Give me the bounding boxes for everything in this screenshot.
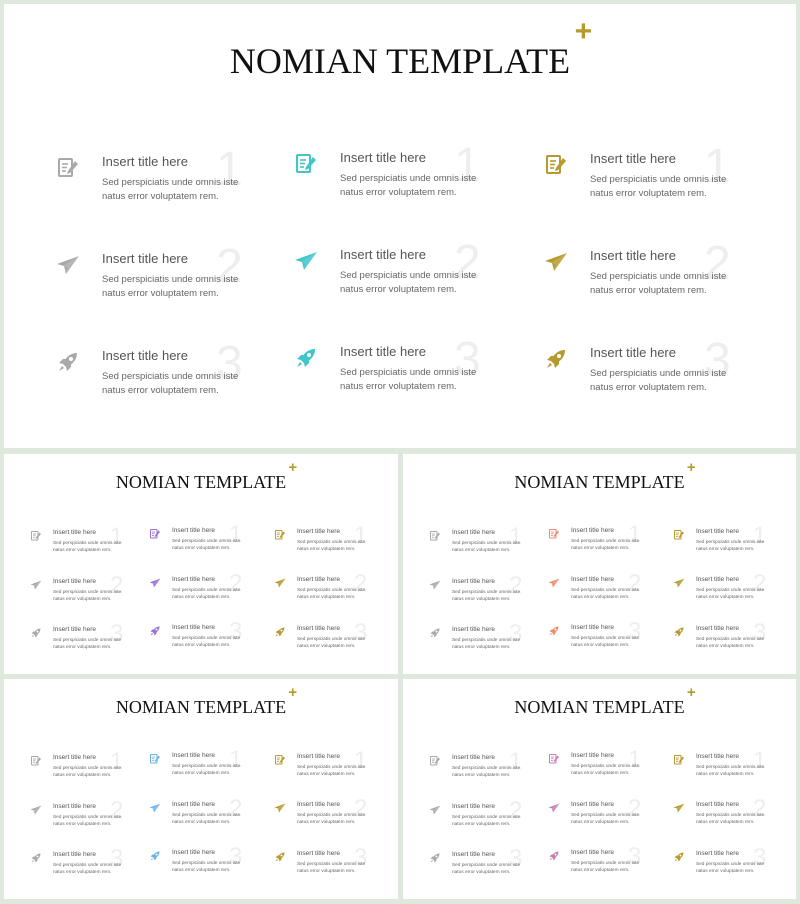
item-number: 3 [110, 845, 124, 872]
feature-item [428, 620, 528, 665]
rocket-icon [544, 347, 568, 371]
item-description: Sed perspiciatis unde omnis iste natus error voluptatem rem. [571, 812, 640, 825]
item-title: Insert title here [53, 577, 96, 585]
paper-plane-icon [548, 802, 560, 814]
feature-item [148, 569, 248, 615]
item-description: Sed perspiciatis unde omnis iste natus error voluptatem rem. [452, 541, 521, 554]
rocket-icon [673, 851, 685, 863]
item-number: 3 [354, 618, 368, 646]
document-icon [274, 529, 286, 541]
feature-item [54, 240, 254, 329]
rocket-icon [548, 625, 560, 637]
paper-plane-icon [274, 802, 286, 814]
item-description: Sed perspiciatis unde omnis iste natus error voluptatem rem. [53, 863, 122, 876]
plus-icon: + [574, 15, 593, 48]
item-title: Insert title here [53, 851, 96, 858]
item-title: Insert title here [340, 247, 426, 262]
item-title: Insert title here [590, 248, 676, 263]
document-icon [274, 754, 286, 766]
item-number: 3 [354, 843, 368, 871]
item-number: 2 [753, 570, 767, 597]
slide-title-text: NOMIAN TEMPLATE + [115, 684, 298, 717]
item-number: 1 [628, 521, 642, 548]
item-title: Insert title here [452, 529, 495, 536]
item-title: Insert title here [172, 849, 215, 856]
item-title: Insert title here [297, 624, 340, 632]
item-title: Insert title here [571, 752, 614, 759]
feature-item [428, 845, 528, 890]
feature-item [148, 618, 248, 663]
item-description: Sed perspiciatis unde omnis iste natus error voluptatem rem. [571, 587, 640, 600]
item-number: 2 [753, 795, 767, 822]
item-description: Sed perspiciatis unde omnis iste natus error voluptatem rem. [297, 861, 366, 874]
item-title: Insert title here [297, 801, 340, 808]
item-description: Sed perspiciatis unde omnis iste natus error voluptatem rem. [297, 588, 366, 601]
item-number: 3 [753, 618, 767, 646]
item-number: 3 [753, 843, 767, 871]
item-number: 3 [110, 620, 124, 647]
item-description: Sed perspiciatis unde omnis iste natus error voluptatem rem. [571, 539, 640, 552]
item-description: Sed perspiciatis unde omnis iste natus error voluptatem rem. [452, 589, 521, 602]
item-description: Sed perspiciatis unde omnis iste natus error voluptatem rem. [172, 861, 241, 874]
document-icon [149, 528, 161, 540]
feature-item [292, 139, 492, 228]
item-number: 2 [110, 571, 124, 599]
item-title: Insert title here [452, 851, 495, 858]
item-description: Sed perspiciatis unde omnis iste natus error voluptatem rem. [53, 766, 122, 779]
item-description: Sed perspiciatis unde omnis iste natus error voluptatem rem. [102, 274, 239, 300]
rocket-icon [294, 346, 318, 370]
item-title: Insert title here [53, 802, 96, 810]
plus-icon: + [288, 684, 298, 701]
paper-plane-icon [274, 577, 286, 589]
slide-thumbnail[interactable] [4, 4, 796, 448]
feature-item [148, 843, 248, 888]
item-title: Insert title here [53, 626, 96, 633]
slide-title-text: NOMIAN TEMPLATE + [229, 15, 593, 81]
item-number: 2 [354, 570, 368, 597]
item-title: Insert title here [571, 800, 614, 808]
item-number: 2 [628, 569, 642, 597]
item-number: 1 [753, 746, 767, 774]
item-number: 1 [354, 746, 368, 774]
item-description: Sed perspiciatis unde omnis iste natus error voluptatem rem. [696, 861, 765, 874]
item-title: Insert title here [696, 752, 739, 760]
slide-thumbnail[interactable] [403, 454, 796, 674]
slide-title-text: NOMIAN TEMPLATE + [514, 459, 696, 492]
feature-item [148, 794, 248, 840]
item-title: Insert title here [590, 151, 676, 166]
item-number: 1 [509, 748, 523, 775]
item-description: Sed perspiciatis unde omnis iste natus error voluptatem rem. [297, 539, 366, 552]
item-description: Sed perspiciatis unde omnis iste natus error voluptatem rem. [297, 813, 366, 826]
feature-item [273, 570, 373, 615]
slide-thumbnail[interactable] [403, 679, 796, 899]
paper-plane-icon [548, 577, 560, 589]
feature-item [54, 337, 254, 426]
item-number: 1 [704, 140, 731, 193]
document-icon [56, 156, 80, 180]
rocket-icon [274, 851, 286, 863]
feature-item [672, 843, 772, 889]
item-title: Insert title here [452, 802, 495, 810]
item-title: Insert title here [53, 529, 96, 536]
item-title: Insert title here [297, 752, 340, 760]
item-description: Sed perspiciatis unde omnis iste natus error voluptatem rem. [696, 588, 765, 601]
feature-item [542, 140, 742, 229]
item-number: 3 [628, 843, 642, 870]
item-number: 1 [628, 746, 642, 773]
item-number: 1 [753, 521, 767, 549]
item-number: 3 [628, 618, 642, 645]
slide-title-text: NOMIAN TEMPLATE + [514, 684, 696, 717]
item-title: Insert title here [696, 624, 739, 632]
feature-item [672, 746, 772, 792]
item-title: Insert title here [452, 754, 495, 761]
item-description: Sed perspiciatis unde omnis iste natus error voluptatem rem. [53, 638, 122, 651]
item-description: Sed perspiciatis unde omnis iste natus error voluptatem rem. [696, 539, 765, 552]
feature-item [547, 521, 647, 566]
document-icon [429, 755, 441, 767]
document-icon [30, 530, 42, 542]
item-description: Sed perspiciatis unde omnis iste natus error voluptatem rem. [53, 814, 122, 827]
document-icon [30, 755, 42, 767]
paper-plane-icon [429, 804, 441, 816]
feature-item [29, 748, 129, 793]
feature-item [547, 569, 647, 615]
paper-plane-icon [673, 577, 685, 589]
document-icon [429, 530, 441, 542]
feature-item [672, 570, 772, 615]
item-description: Sed perspiciatis unde omnis iste natus error voluptatem rem. [590, 174, 727, 200]
item-title: Insert title here [571, 624, 614, 631]
document-icon [673, 754, 685, 766]
feature-item [54, 143, 254, 232]
item-description: Sed perspiciatis unde omnis iste natus error voluptatem rem. [452, 766, 521, 779]
rocket-icon [56, 350, 80, 374]
item-description: Sed perspiciatis unde omnis iste natus error voluptatem rem. [172, 636, 241, 649]
item-description: Sed perspiciatis unde omnis iste natus error voluptatem rem. [297, 764, 366, 777]
item-number: 1 [216, 143, 243, 196]
rocket-icon [30, 627, 42, 639]
item-title: Insert title here [340, 344, 426, 359]
feature-item [148, 521, 248, 566]
item-number: 2 [509, 796, 523, 824]
rocket-icon [149, 850, 161, 862]
item-number: 1 [509, 523, 523, 550]
feature-item [547, 843, 647, 888]
feature-item [29, 620, 129, 665]
feature-item [428, 523, 528, 568]
item-number: 1 [354, 521, 368, 549]
item-description: Sed perspiciatis unde omnis iste natus error voluptatem rem. [340, 173, 477, 199]
plus-icon: + [686, 459, 696, 476]
item-title: Insert title here [590, 345, 676, 360]
rocket-icon [149, 625, 161, 637]
slide-thumbnail[interactable] [4, 454, 398, 674]
item-number: 2 [509, 571, 523, 599]
item-number: 2 [354, 795, 368, 822]
item-description: Sed perspiciatis unde omnis iste natus error voluptatem rem. [590, 271, 727, 297]
feature-item [29, 571, 129, 617]
paper-plane-icon [30, 579, 42, 591]
paper-plane-icon [149, 577, 161, 589]
item-number: 3 [509, 845, 523, 872]
item-title: Insert title here [102, 251, 188, 266]
feature-item [273, 746, 373, 792]
document-icon [548, 753, 560, 765]
paper-plane-icon [149, 802, 161, 814]
item-description: Sed perspiciatis unde omnis iste natus error voluptatem rem. [340, 367, 477, 393]
slide-title [403, 684, 796, 718]
feature-item [542, 237, 742, 326]
item-title: Insert title here [172, 575, 215, 583]
paper-plane-icon [673, 802, 685, 814]
feature-item [273, 521, 373, 567]
item-description: Sed perspiciatis unde omnis iste natus error voluptatem rem. [340, 270, 477, 296]
plus-icon: + [288, 459, 298, 476]
feature-item [547, 618, 647, 663]
item-number: 3 [216, 337, 243, 390]
item-description: Sed perspiciatis unde omnis iste natus error voluptatem rem. [172, 764, 241, 777]
item-description: Sed perspiciatis unde omnis iste natus error voluptatem rem. [696, 813, 765, 826]
slide-title-text: NOMIAN TEMPLATE + [115, 459, 298, 492]
item-title: Insert title here [172, 752, 215, 759]
feature-item [292, 236, 492, 325]
item-number: 2 [216, 240, 243, 293]
item-description: Sed perspiciatis unde omnis iste natus error voluptatem rem. [590, 368, 727, 394]
item-number: 1 [110, 523, 124, 550]
item-title: Insert title here [452, 577, 495, 585]
item-description: Sed perspiciatis unde omnis iste natus error voluptatem rem. [696, 764, 765, 777]
item-number: 2 [704, 237, 731, 290]
feature-item [428, 571, 528, 617]
feature-item [273, 618, 373, 664]
slide-title [403, 459, 796, 493]
item-number: 3 [454, 333, 481, 386]
rocket-icon [429, 852, 441, 864]
rocket-icon [274, 626, 286, 638]
feature-item [29, 796, 129, 842]
slide-thumbnail[interactable] [4, 679, 398, 899]
item-number: 2 [229, 794, 243, 822]
item-description: Sed perspiciatis unde omnis iste natus error voluptatem rem. [571, 764, 640, 777]
item-title: Insert title here [172, 800, 215, 808]
item-number: 1 [110, 748, 124, 775]
paper-plane-icon [544, 250, 568, 274]
paper-plane-icon [294, 249, 318, 273]
item-description: Sed perspiciatis unde omnis iste natus error voluptatem rem. [452, 638, 521, 651]
paper-plane-icon [56, 253, 80, 277]
item-title: Insert title here [340, 150, 426, 165]
feature-item [428, 796, 528, 842]
paper-plane-icon [429, 579, 441, 591]
slide-title [4, 459, 398, 493]
item-title: Insert title here [696, 849, 739, 857]
feature-item [672, 795, 772, 840]
feature-item [29, 845, 129, 890]
item-number: 1 [454, 139, 481, 192]
feature-item [29, 523, 129, 568]
item-description: Sed perspiciatis unde omnis iste natus error voluptatem rem. [696, 636, 765, 649]
feature-item [428, 748, 528, 793]
item-title: Insert title here [696, 527, 739, 535]
item-title: Insert title here [571, 527, 614, 534]
document-icon [149, 753, 161, 765]
item-description: Sed perspiciatis unde omnis iste natus error voluptatem rem. [172, 587, 241, 600]
item-title: Insert title here [696, 801, 739, 808]
plus-icon: + [686, 684, 696, 701]
feature-item [292, 333, 492, 422]
feature-item [672, 618, 772, 664]
item-description: Sed perspiciatis unde omnis iste natus error voluptatem rem. [452, 863, 521, 876]
item-description: Sed perspiciatis unde omnis iste natus error voluptatem rem. [452, 814, 521, 827]
item-description: Sed perspiciatis unde omnis iste natus error voluptatem rem. [172, 812, 241, 825]
document-icon [294, 152, 318, 176]
item-description: Sed perspiciatis unde omnis iste natus error voluptatem rem. [571, 636, 640, 649]
document-icon [544, 153, 568, 177]
item-number: 3 [229, 843, 243, 870]
paper-plane-icon [30, 804, 42, 816]
rocket-icon [548, 850, 560, 862]
feature-item [273, 843, 373, 889]
item-description: Sed perspiciatis unde omnis iste natus error voluptatem rem. [297, 636, 366, 649]
item-title: Insert title here [297, 849, 340, 857]
feature-item [547, 794, 647, 840]
item-title: Insert title here [172, 624, 215, 631]
item-title: Insert title here [172, 527, 215, 534]
item-number: 3 [229, 618, 243, 645]
item-number: 3 [509, 620, 523, 647]
item-title: Insert title here [297, 576, 340, 583]
slide-title [4, 684, 398, 718]
item-number: 3 [704, 334, 731, 387]
item-number: 2 [229, 569, 243, 597]
item-title: Insert title here [571, 575, 614, 583]
slide-title [4, 15, 796, 82]
item-number: 2 [454, 236, 481, 289]
feature-item [273, 795, 373, 840]
item-title: Insert title here [297, 527, 340, 535]
item-description: Sed perspiciatis unde omnis iste natus error voluptatem rem. [571, 861, 640, 874]
item-title: Insert title here [696, 576, 739, 583]
item-number: 1 [229, 521, 243, 548]
item-number: 2 [628, 794, 642, 822]
document-icon [548, 528, 560, 540]
item-title: Insert title here [571, 849, 614, 856]
item-number: 2 [110, 796, 124, 824]
rocket-icon [429, 627, 441, 639]
feature-item [547, 746, 647, 791]
item-title: Insert title here [53, 754, 96, 761]
item-description: Sed perspiciatis unde omnis iste natus error voluptatem rem. [53, 589, 122, 602]
item-description: Sed perspiciatis unde omnis iste natus error voluptatem rem. [172, 539, 241, 552]
feature-item [672, 521, 772, 567]
item-description: Sed perspiciatis unde omnis iste natus error voluptatem rem. [53, 541, 122, 554]
feature-item [542, 334, 742, 423]
item-title: Insert title here [102, 154, 188, 169]
item-description: Sed perspiciatis unde omnis iste natus error voluptatem rem. [102, 371, 239, 397]
rocket-icon [673, 626, 685, 638]
item-title: Insert title here [102, 348, 188, 363]
document-icon [673, 529, 685, 541]
feature-item [148, 746, 248, 791]
item-description: Sed perspiciatis unde omnis iste natus error voluptatem rem. [102, 177, 239, 203]
rocket-icon [30, 852, 42, 864]
item-title: Insert title here [452, 626, 495, 633]
item-number: 1 [229, 746, 243, 773]
